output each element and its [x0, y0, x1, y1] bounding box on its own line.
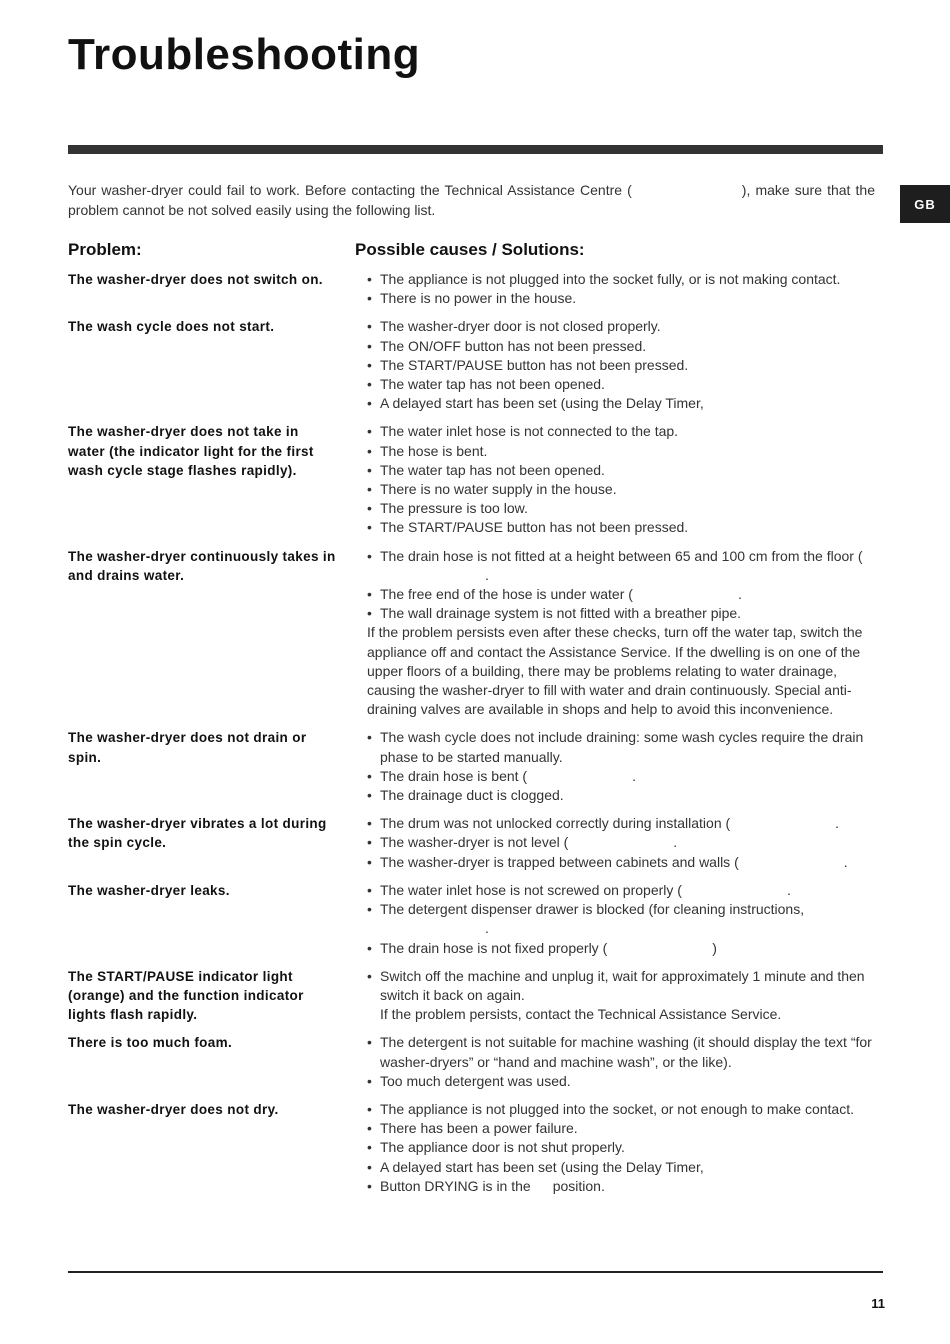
solutions-header: Possible causes / Solutions:: [355, 240, 585, 259]
cause-item: [367, 881, 883, 900]
problem-cell: The washer-dryer does not drain or spin.: [68, 730, 307, 765]
table-row: [68, 317, 883, 413]
problem-cell: The washer-dryer continuously takes in and drains water.: [68, 548, 336, 583]
cause-item: • The washer-dryer door is not closed properly.: [367, 317, 883, 336]
problem-cell: There is too much foam.: [68, 1035, 233, 1051]
cause-end: .: [737, 586, 742, 603]
causes-cell: [367, 1033, 883, 1091]
cause-text: The washer-dryer is not level (: [380, 834, 569, 851]
table-row: [68, 728, 883, 805]
cause-item: • The drainage duct is clogged.: [367, 786, 883, 805]
page-number: 11: [871, 1296, 885, 1311]
cause-text: The drain hose is bent (: [380, 767, 528, 784]
problem-cell: The wash cycle does not start.: [68, 319, 275, 335]
causes-cell: [367, 967, 883, 1025]
table-row: [68, 881, 883, 958]
cause-text: Button DRYING is in the: [380, 1177, 531, 1194]
cause-item: • Too much detergent was used.: [367, 1072, 883, 1091]
table-row: [68, 1100, 883, 1196]
cause-item: [367, 814, 883, 833]
cause-end: .: [835, 815, 840, 832]
cause-item: [367, 833, 883, 852]
causes-cell: [367, 422, 883, 537]
cause-end: ): [712, 939, 717, 956]
problem-cell: The washer-dryer does not dry.: [68, 1101, 279, 1117]
causes-cell: [367, 814, 883, 872]
cause-item: • The appliance is not plugged into the socket, or not enough to make contact.: [367, 1100, 883, 1119]
cause-item: • The hose is bent.: [367, 442, 883, 461]
cause-item: • The detergent is not suitable for machine washing (it should display the text “for washer-dryers” or “hand and machine wash”, or the like).: [367, 1033, 883, 1071]
cause-item: • A delayed start has been set (using the Delay Timer,: [367, 394, 883, 413]
cause-item: [367, 900, 883, 938]
causes-cell: [367, 1100, 883, 1196]
cause-end: .: [485, 920, 489, 937]
cause-text: The detergent dispenser drawer is blocked (for cleaning instructions,: [380, 901, 805, 918]
cause-item: • Switch off the machine and unplug it, wait for approximately 1 minute and then switch it back on again.: [367, 967, 883, 1005]
cause-end: .: [632, 767, 636, 784]
table-row: [68, 270, 883, 308]
cause-item: • The wash cycle does not include draining: some wash cycles require the drain phase to be started manually.: [367, 728, 883, 766]
causes-cell: [367, 270, 883, 308]
cause-tail: position.: [552, 1177, 605, 1194]
causes-cell: [367, 547, 883, 720]
cause-item: • The START/PAUSE button has not been pressed.: [367, 518, 883, 537]
cause-note: If the problem persists even after these checks, turn off the water tap, switch the appliance off and contact the Assistance Service. If the dwelling is on one of the upper floors of a building, there may be problems relating to water drainage, causing the washer-dryer to fill with water and drain continuously. Special anti-draining valves are available in shops and help to avoid this inconvenience.: [367, 624, 863, 718]
problem-cell: The washer-dryer leaks.: [68, 882, 230, 898]
cause-text: The drain hose is not fixed properly (: [380, 939, 608, 956]
cause-end: .: [485, 566, 489, 583]
intro-text: [68, 181, 875, 220]
cause-item: • A delayed start has been set (using the Delay Timer,: [367, 1158, 883, 1177]
cause-text: The free end of the hose is under water (: [380, 586, 633, 603]
cause-item: [367, 767, 883, 786]
table-row: [68, 1033, 883, 1091]
intro-part-2: ), make sure that the problem cannot be not solved easily using the following list.: [68, 182, 875, 218]
troubleshooting-table: [68, 270, 883, 1205]
footer-rule: [68, 1271, 883, 1273]
cause-item: • The appliance door is not shut properly.: [367, 1138, 883, 1157]
cause-item: • The pressure is too low.: [367, 499, 883, 518]
language-tab: GB: [900, 185, 950, 223]
table-row: [68, 814, 883, 872]
cause-item: • The water tap has not been opened.: [367, 375, 883, 394]
problem-header: Problem:: [68, 240, 142, 259]
cause-item: [367, 853, 883, 872]
cause-note: If the problem persists, contact the Technical Assistance Service.: [380, 1006, 782, 1023]
intro-part-1: Your washer-dryer could fail to work. Before contacting the Technical Assistance Centre (: [68, 182, 632, 198]
cause-item: [367, 1177, 883, 1196]
problem-cell: The washer-dryer does not switch on.: [68, 272, 323, 287]
cause-text: The washer-dryer is trapped between cabinets and walls (: [380, 853, 739, 870]
cause-text: The drum was not unlocked correctly during installation (: [380, 815, 731, 832]
problem-cell: The washer-dryer vibrates a lot during the spin cycle.: [68, 816, 327, 851]
cause-text: The drain hose is not fitted at a height between 65 and 100 cm from the floor (: [380, 547, 863, 564]
cause-item: [367, 585, 883, 604]
problem-cell: The washer-dryer does not take in water (the indicator light for the first wash cycle stage flashes rapidly).: [68, 424, 314, 478]
page-title: Troubleshooting: [68, 30, 421, 79]
cause-item: • The water inlet hose is not connected to the tap.: [367, 422, 883, 441]
problem-cell: The START/PAUSE indicator light (orange) and the function indicator lights flash rapidly.: [68, 968, 304, 1023]
cause-text: The water inlet hose is not screwed on properly (: [380, 881, 682, 898]
table-row: [68, 422, 883, 537]
causes-cell: [367, 881, 883, 958]
table-row: [68, 967, 883, 1025]
causes-cell: [367, 728, 883, 805]
cause-item: • The START/PAUSE button has not been pressed.: [367, 356, 883, 375]
cause-item: [367, 547, 883, 585]
cause-item: • There is no water supply in the house.: [367, 480, 883, 499]
cause-item: • The water tap has not been opened.: [367, 461, 883, 480]
cause-item: • The ON/OFF button has not been pressed.: [367, 337, 883, 356]
cause-item: [367, 939, 883, 958]
table-row: [68, 547, 883, 720]
cause-item: • The wall drainage system is not fitted with a breather pipe.: [367, 604, 883, 623]
cause-end: .: [673, 834, 678, 851]
cause-end: .: [786, 881, 791, 898]
cause-end: .: [843, 853, 848, 870]
cause-item: • There is no power in the house.: [367, 289, 883, 308]
causes-cell: [367, 317, 883, 413]
cause-item: • There has been a power failure.: [367, 1119, 883, 1138]
cause-item: • The appliance is not plugged into the socket fully, or is not making contact.: [367, 270, 883, 289]
title-rule: [68, 145, 883, 154]
